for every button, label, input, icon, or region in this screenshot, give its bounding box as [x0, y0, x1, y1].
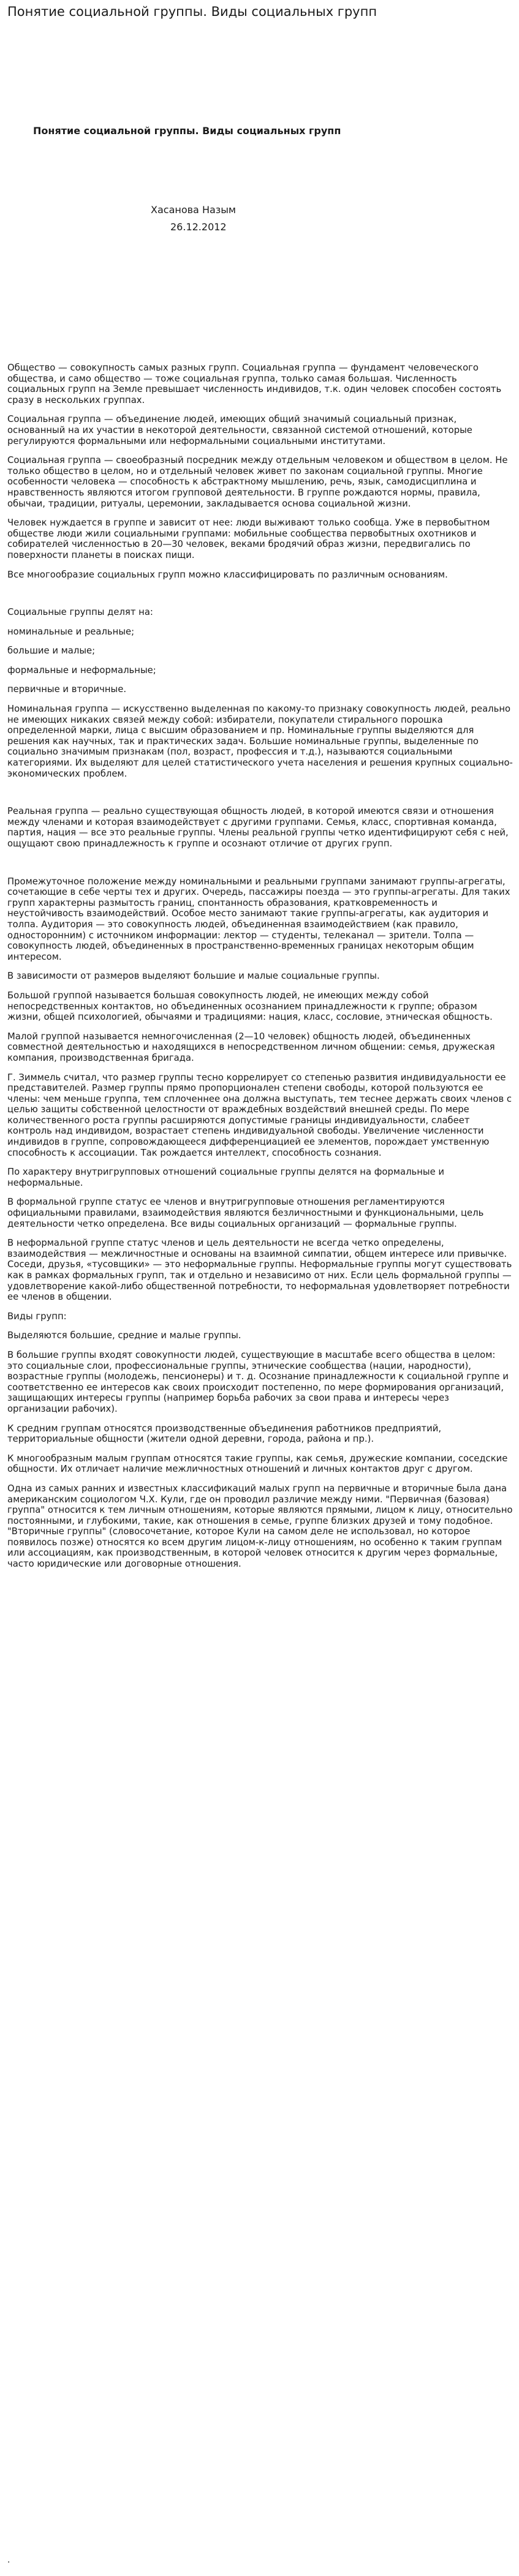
footer-mark: .	[7, 2555, 10, 2565]
paragraph: Общество — совокупность самых разных групп. Социальная группа — фундамент человеческого общества, и само общество — тоже социальная группа, только самая большая. Численность социальных групп на Земле превышает численность индивидов, т.к. один человек способен состоять сразу в нескольких группах.	[7, 363, 502, 405]
paragraph: В неформальной группе статус членов и цель деятельности не всегда четко определены, взаимодействия — межличностные и основаны на взаимной симпатии, общем интересе или привычке. Соседи, друзья, «тусовщики» — это неформальные группы. Неформальные группы могут существовать как в рамках формальных групп, так и отдельно и независимо от них. Если цель формальной группы — удовлетворение какой-либо общественной потребности, то неформальная удовлетворяет потребности ее членов в общении.	[7, 1238, 512, 1303]
paragraph: По характеру внутригрупповых отношений социальные группы делятся на формальные и неформальные.	[7, 1167, 445, 1188]
paragraph: Человек нуждается в группе и зависит от нее: люди выживают только сообща. Уже в первобытном обществе люди жили социальными группами: мобильные сообщества первобытных охотников и собирателей численностью в 20—30 человек, веками бродячий образ жизни, передвигались по поверхности планеты в поисках пищи.	[7, 518, 490, 560]
list-item: первичные и вторичные.	[7, 684, 127, 695]
list-item: номинальные и реальные;	[7, 626, 135, 637]
spacer	[7, 788, 513, 806]
paragraph: Номинальная группа — искусственно выделенная по какому-то признаку совокупность людей, реально не имеющих никаких связей между собой: избиратели, покупатели стирального порошка определенной марки, лица с высшим образованием и пр. Номинальные группы выделяются для решения как научных, так и практических задач. Большие номинальные группы, выделенные по социально значимым признакам (пол, возраст, профессия и т.д.), называются социальными категориями. Их выделяют для целей статистического учета населения и решения крупных социально-экономических проблем.	[7, 704, 513, 779]
paragraph: Виды групп:	[7, 1311, 67, 1322]
paragraph: Социальная группа — объединение людей, имеющих общий значимый социальный признак, основанный на их участии в некоторой деятельности, связанной системой отношений, которые регулируются формальными или неформальными социальными институтами.	[7, 414, 472, 446]
paragraph: Все многообразие социальных групп можно классифицировать по различным основаниям.	[7, 569, 448, 580]
document-subtitle: Понятие социальной группы. Виды социальных групп	[33, 125, 341, 137]
paragraph: Малой группой называется немногочисленная (2—10 человек) общность людей, объединенных совместной деятельностью и находящихся в непосредственном личном общении: семья, дружеская компания, производственная бригада.	[7, 1031, 495, 1063]
paragraph: Большой группой называется большая совокупность людей, не имеющих между собой непосредственных контактов, но объединенных осознанием принадлежности к группе; образом жизни, общей психологией, обычаями и традициями: нация, класс, сословие, этническая общность.	[7, 990, 493, 1023]
paragraph: В большие группы входят совокупности людей, существующие в масштабе всего общества в целом: это социальные слои, профессиональные группы, этнические сообщества (нации, народности), возрастные группы (молодежь, пенсионеры) и т. д. Осознание принадлежности к социальной группе и соответственно ее интересов как своих происходит постепенно, по мере формирования организаций, защищающих интересы группы (например борьба рабочих за свои права и интересы через организации рабочих).	[7, 1349, 509, 1414]
paragraph: К многообразным малым группам относятся такие группы, как семья, дружеские компании, соседские общности. Их отличает наличие межличностных отношений и личных контактов друг с другом.	[7, 1453, 508, 1475]
document-date: 26.12.2012	[170, 221, 227, 233]
paragraph: Одна из самых ранних и известных классификаций малых групп на первичные и вторичные была дана американским социологом Ч.Х. Кули, где он проводил различие между ними. "Первичная (базовая) группа" относится к тем личным отношениям, которые являются прямыми, лицом к лицу, относительно постоянными, и глубокими, такие, как отношения в семье, группе близких друзей и тому подобное. "Вторичные группы" (словосочетание, которое Кули на самом деле не использовал, но которое появилось позже) относятся ко всем другим лицом-к-лицу отношениям, но особенно к таким группам или ассоциациям, как производственным, в которой человек относится к другим через формальные, часто юридические или договорные отношения.	[7, 1483, 513, 1570]
list-item: формальные и неформальные;	[7, 665, 156, 676]
paragraph: В зависимости от размеров выделяют большие и малые социальные группы.	[7, 971, 380, 982]
spacer	[7, 858, 513, 876]
document-body	[7, 363, 513, 1578]
spacer	[7, 589, 513, 607]
paragraph: Социальные группы делят на:	[7, 607, 153, 618]
paragraph: Промежуточное положение между номинальными и реальными группами занимают группы-агрегаты, сочетающие в себе черты тех и других. Очередь, пассажиры поезда — это группы-агрегаты. Для таких групп характерны размытость границ, спонтанность образования, кратковременность и неустойчивость взаимодействий. Особое место занимают такие группы-агрегаты, как аудитория и толпа. Аудитория — это совокупность людей, объединенная взаимодействием (как правило, односторонним) с источником информации: лектор — студенты, телеканал — зрители. Толпа — совокупность людей, объединенных в пространственно-временных границах некоторым общим интересом.	[7, 876, 510, 962]
paragraph: Выделяются большие, средние и малые группы.	[7, 1330, 241, 1341]
paragraph: Социальная группа — своеобразный посредник между отдельным человеком и обществом в целом. Не только общество в целом, но и отдельный человек живет по законам социальной группы. Многие особенности человека — способность к абстрактному мышлению, речь, язык, самодисциплина и нравственность являются итогом групповой деятельности. В группе рождаются нормы, правила, обычаи, традиции, ритуалы, церемонии, закладывается основа социальной жизни.	[7, 455, 508, 509]
paragraph: Г. Зиммель считал, что размер группы тесно коррелирует со степенью развития индивидуальности ее представителей. Размер группы прямо пропорционален степени свободы, которой пользуются ее члены: чем меньше группа, тем сплоченнее она должна выступать, тем теснее держать своих членов с целью защиты собственной целостности от враждебных воздействий внешней среды. По мере количественного роста группы расширяются допустимые границы индивидуальности, слабеет контроль над индивидом, возрастает степень индивидуальной свободы. Увеличение численности индивидов в группе, сопровождающееся дифференциацией ее элементов, порождает умственную способность к ассоциации. Так рождается интеллект, способность сознания.	[7, 1072, 512, 1158]
list-item: большие и малые;	[7, 646, 96, 657]
document-title: Понятие социальной группы. Виды социальных групп	[7, 4, 377, 19]
paragraph: К средним группам относятся производственные объединения работников предприятий, территориальные общности (жители одной деревни, города, района и пр.).	[7, 1423, 442, 1445]
paragraph: В формальной группе статус ее членов и внутригрупповые отношения регламентируются официальными правилами, взаимодействия являются безличностными и функциональными, цель деятельности четко определена. Все виды социальных организаций — формальные группы.	[7, 1197, 484, 1229]
author-name: Хасанова Назым	[151, 204, 236, 216]
paragraph: Реальная группа — реально существующая общность людей, в которой имеются связи и отношения между членами и которая взаимодействует с другими группами. Семья, класс, спортивная команда, партия, нация — все это реальные группы. Члены реальной группы четко идентифицируют себя с ней, ощущают свою принадлежность к группе и осознают отличие от других групп.	[7, 806, 509, 849]
